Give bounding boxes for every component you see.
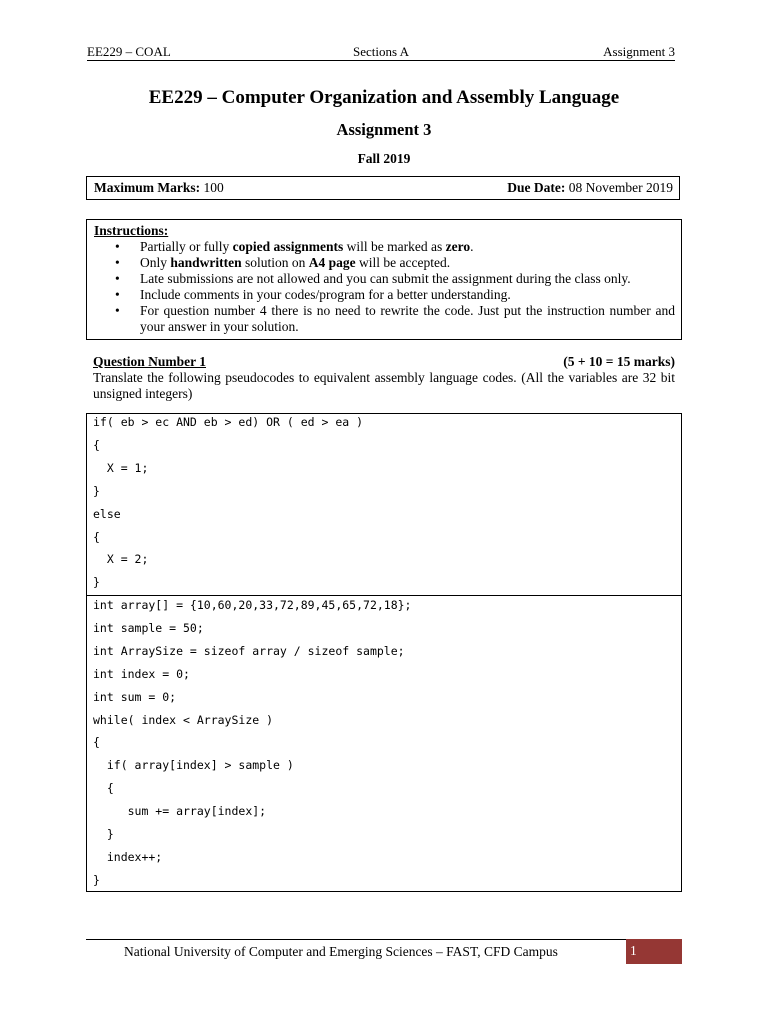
code-line: X = 2; [93, 552, 149, 567]
bullet-icon: • [115, 255, 120, 270]
code-line: { [93, 735, 100, 750]
due-date-value: 08 November 2019 [565, 180, 673, 195]
code-line: { [93, 529, 100, 544]
marks-box [86, 176, 680, 200]
code-line: else [93, 506, 121, 521]
footer-institution: National University of Computer and Emerging Sciences – FAST, CFD Campus [124, 944, 558, 959]
instructions-box [86, 219, 682, 340]
header-sections: Sections A [353, 44, 409, 59]
document-title: EE229 – Computer Organization and Assembly Language [148, 87, 620, 108]
code-line: index++; [93, 849, 163, 864]
instruction-item: • For question number 4 there is no need to rewrite the code. Just put the instruction number and your answer in your solution. [115, 303, 675, 334]
code-block-if-else [86, 413, 682, 596]
bullet-icon: • [115, 287, 120, 302]
due-date-label: Due Date: [507, 180, 566, 195]
code-line: } [93, 575, 100, 590]
code-line: int array[] = {10,60,20,33,72,89,45,65,72,18}; [93, 598, 412, 612]
code-line: if( eb > ec AND eb > ed) OR ( ed > ea ) [93, 415, 364, 429]
max-marks-value: 100 [200, 180, 224, 195]
code-line: { [93, 437, 100, 452]
header-assignment: Assignment 3 [603, 44, 675, 59]
code-line: int sample = 50; [93, 620, 204, 635]
bullet-icon: • [115, 303, 120, 318]
bullet-icon: • [115, 271, 120, 286]
code-line: } [93, 827, 114, 841]
code-line: int sum = 0; [93, 689, 177, 704]
bullet-icon: • [115, 239, 120, 254]
question-description: Translate the following pseudocodes to equivalent assembly language codes. (All the variables are 32 bit unsigned integers) [93, 370, 675, 401]
max-marks-label: Maximum Marks: [94, 180, 201, 195]
page-number: 1 [630, 943, 637, 958]
code-line: sum += array[index]; [93, 804, 267, 819]
question-marks: (5 + 10 = 15 marks) [563, 354, 675, 369]
due-date [507, 180, 673, 196]
instruction-item: • Late submissions are not allowed and you can submit the assignment during the class only. [115, 271, 631, 286]
document-subtitle: Assignment 3 [336, 120, 432, 139]
instruction-item: • Include comments in your codes/program for a better understanding. [115, 287, 511, 302]
page-number-badge [626, 939, 682, 964]
code-line: while( index < ArraySize ) [93, 712, 274, 727]
code-line: if( array[index] > sample ) [93, 758, 294, 773]
question-heading [93, 354, 675, 370]
question-title: Question Number 1 [93, 354, 207, 369]
code-line: { [93, 781, 114, 796]
header-course: EE229 – COAL [87, 44, 171, 59]
code-block-while-loop [86, 595, 682, 892]
footer-divider [86, 939, 626, 940]
code-line: int ArraySize = sizeof array / sizeof sample; [93, 643, 405, 658]
instruction-item: • Only handwritten solution on A4 page will be accepted. [115, 255, 451, 270]
code-line: int index = 0; [93, 666, 190, 681]
code-line: } [93, 872, 100, 887]
instructions-list [87, 239, 681, 335]
page-header [87, 44, 675, 61]
code-line: X = 1; [93, 460, 149, 475]
instruction-item: • Partially or fully copied assignments will be marked as zero. [115, 239, 474, 254]
code-line: } [93, 483, 100, 498]
max-marks [94, 180, 224, 196]
document-term: Fall 2019 [357, 151, 411, 166]
instructions-heading: Instructions: [94, 223, 169, 238]
